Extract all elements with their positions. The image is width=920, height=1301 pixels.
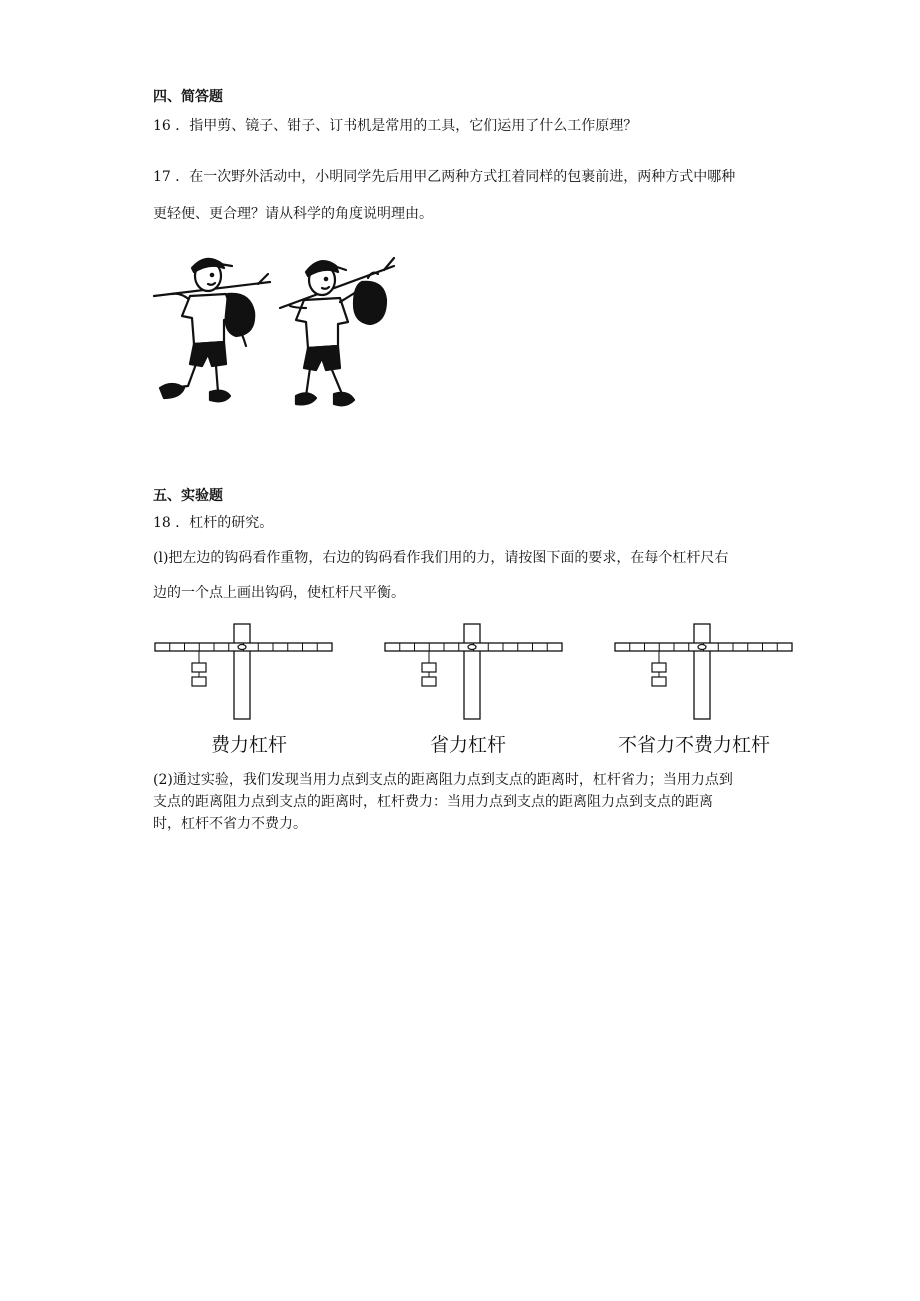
- lever-pivot: [698, 645, 706, 650]
- section-title-experiment: 五、实验题: [153, 488, 223, 504]
- hook-weight-upper: [422, 663, 436, 672]
- lever-stand: [464, 624, 480, 719]
- lever-diagram-balanced-force: [614, 623, 794, 721]
- lever-stand: [234, 624, 250, 719]
- lever-caption-costly-force: 费力杠杆: [210, 734, 287, 756]
- lever-pivot: [238, 645, 246, 650]
- lever-diagram-saving-force: [384, 623, 564, 721]
- lever-diagram-costly-force: [154, 623, 334, 721]
- lever-caption-saving-force: 省力杠杆: [429, 734, 506, 756]
- lever-stand: [694, 624, 710, 719]
- hook-weight-lower: [192, 677, 206, 686]
- lever-pivot: [468, 645, 476, 650]
- question-17-line-1: 17 ．在一次野外活动中，小明同学先后用甲乙两种方式扛着同样的包裹前进，两种方式中哪种: [153, 169, 736, 185]
- question-18-part-1-line-1: (l)把左边的钩码看作重物，右边的钩码看作我们用的力，请按图下面的要求，在每个杠杆尺右: [153, 550, 729, 566]
- hook-weight-upper: [652, 663, 666, 672]
- hook-weight-lower: [422, 677, 436, 686]
- boy-two-figure: [280, 258, 394, 405]
- section-title-short-answer: 四、简答题: [153, 89, 223, 105]
- hook-weight-lower: [652, 677, 666, 686]
- question-17-line-2: 更轻便、更合理？请从科学的角度说明理由。: [153, 206, 433, 222]
- lever-caption-balanced-force: 不省力不费力杠杆: [617, 734, 770, 756]
- question-18: 18 ．杠杆的研究。: [153, 515, 274, 531]
- question-18-part-1-line-2: 边的一个点上画出钩码，使杠杆尺平衡。: [153, 585, 405, 601]
- question-18-part-2-line-3: 时，杠杆不省力不费力。: [153, 816, 307, 832]
- question-18-part-2-line-1: (2)通过实验，我们发现当用力点到支点的距离阻力点到支点的距离时，杠杆省力；当用力点到: [153, 772, 733, 788]
- boy-one-figure: [154, 259, 270, 401]
- hook-weight-upper: [192, 663, 206, 672]
- question-18-part-2-line-2: 支点的距离阻力点到支点的距离时，杠杆费力：当用力点到支点的距离阻力点到支点的距离: [153, 794, 713, 810]
- question-16: 16 ．指甲剪、镜子、钳子、订书机是常用的工具，它们运用了什么工作原理？: [153, 118, 638, 134]
- boys-carrying-bundles-illustration: [150, 248, 400, 418]
